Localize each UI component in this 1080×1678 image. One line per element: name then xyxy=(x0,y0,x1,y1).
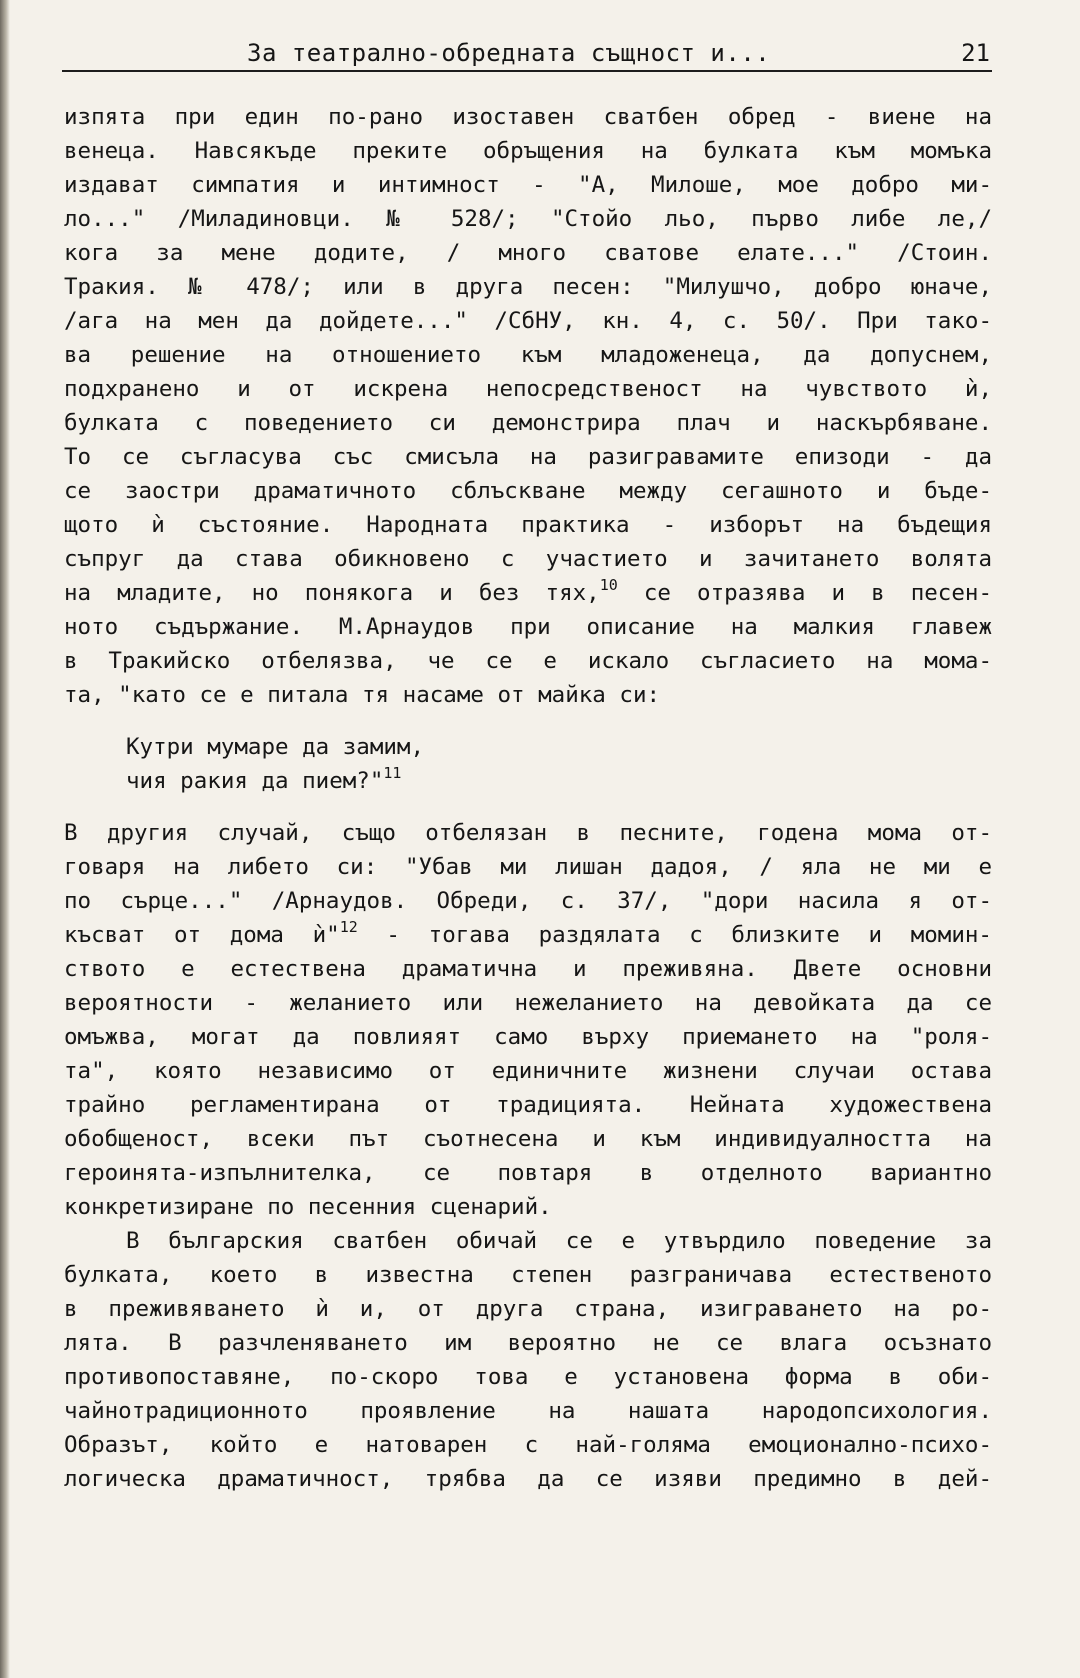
paragraph-1 xyxy=(64,100,992,712)
text-line: В другия случай, също отбелязан в песните, годена мома от- xyxy=(64,820,992,846)
text-line: булката, което в известна степен разграничава естественото xyxy=(64,1262,992,1288)
text-line: кога за мене додите, / много сватове елате..." /Стоин. xyxy=(64,240,992,266)
text-segment: - тогава раздялата с близките и момин- xyxy=(357,922,992,948)
footnote-marker: 10 xyxy=(599,576,618,594)
verse-quote xyxy=(64,730,992,798)
text-line: вероятности - желанието или нежеланието на девойката да се xyxy=(64,990,992,1016)
paragraph-3 xyxy=(64,1224,992,1496)
header-title: За театрално-обредната същност и... xyxy=(247,39,771,67)
text-line: /ага на мен да дойдете..." /СбНУ, кн. 4, с. 50/. При тако- xyxy=(64,308,992,334)
text-line: ло..." /Миладиновци. № 528/; "Стойо льо, първо либе ле,/ xyxy=(64,206,992,232)
text-line: трайно регламентирана от традицията. Нейната художествена xyxy=(64,1092,992,1118)
text-line: в преживяването ѝ и, от друга страна, изиграването на ро- xyxy=(64,1296,992,1322)
text-segment: на младите, но понякога и без тях, xyxy=(64,580,600,606)
text-line: В българския сватбен обичай се е утвърдило поведение за xyxy=(126,1228,992,1254)
text-line: логическа драматичност, трябва да се изяви предимно в дей- xyxy=(64,1466,992,1492)
text-line: булката с поведението си демонстрира плач и наскърбяване. xyxy=(64,410,992,436)
text-line: съпруг да става обикновено с участието и зачитането волята xyxy=(64,546,992,572)
text-line-with-footnote xyxy=(64,576,992,610)
text-line: конкретизиране по песенния сценарий. xyxy=(64,1194,552,1220)
body-text xyxy=(64,100,992,1496)
footnote-marker: 11 xyxy=(383,764,402,782)
text-line: героинята-изпълнителка, се повтаря в отделното вариантно xyxy=(64,1160,992,1186)
text-line: ното съдържание. М.Арнаудов при описание на малкия главеж xyxy=(64,614,992,640)
text-segment: се отразява и в песен- xyxy=(617,580,992,606)
spacer xyxy=(64,798,992,816)
verse-line xyxy=(126,764,992,798)
text-line: издават симпатия и интимност - "А, Милоше, мое добро ми- xyxy=(64,172,992,198)
footnote-marker: 12 xyxy=(339,918,358,936)
text-line: Образът, който е натоварен с най-голяма емоционално-психо- xyxy=(64,1432,992,1458)
text-segment: късват от дома ѝ" xyxy=(64,922,340,948)
text-line: щото ѝ състояние. Народната практика - изборът на бъдещия xyxy=(64,512,992,538)
text-line: омъжва, могат да повлияят само върху приемането на "роля- xyxy=(64,1024,992,1050)
text-line: та, "като се е питала тя насаме от майка си: xyxy=(64,682,661,708)
text-line: та", която независимо от единичните жизнени случаи остава xyxy=(64,1058,992,1084)
text-line: по сърце..." /Арнаудов. Обреди, с. 37/, "дори насила я от- xyxy=(64,888,992,914)
running-header xyxy=(62,34,992,72)
text-line: ва решение на отношението към младоженеца, да допуснем, xyxy=(64,342,992,368)
text-line: говаря на либето си: "Убав ми лишан дадоя, / яла не ми е xyxy=(64,854,992,880)
text-line: обобщеност, всеки път съотнесена и към индивидуалността на xyxy=(64,1126,992,1152)
paragraph-2 xyxy=(64,816,992,1224)
text-line: То се съгласува със смисъла на разигравамите епизоди - да xyxy=(64,444,992,470)
page-edge xyxy=(0,0,10,1678)
verse-line: Кутри мумаре да замим, xyxy=(126,734,425,760)
text-line: в Тракийско отбелязва, че се е искало съгласието на мома- xyxy=(64,648,992,674)
text-line: подхранено и от искрена непосредственост на чувството ѝ, xyxy=(64,376,992,402)
page-number: 21 xyxy=(961,39,990,67)
text-segment: чия ракия да пием?" xyxy=(126,768,384,794)
text-line: лята. В разчленяването им вероятно не се влага осъзнато xyxy=(64,1330,992,1356)
text-line: противопоставяне, по-скоро това е установена форма в оби- xyxy=(64,1364,992,1390)
text-line: ството е естествена драматична и преживяна. Двете основни xyxy=(64,956,992,982)
text-line: изпята при един по-рано изоставен сватбен обред - виене на xyxy=(64,104,992,130)
text-line-with-footnote xyxy=(64,918,992,952)
text-line: чайнотрадиционното проявление на нашата народопсихология. xyxy=(64,1398,992,1424)
spacer xyxy=(64,712,992,730)
text-line: Тракия. № 478/; или в друга песен: "Милушчо, добро юначе, xyxy=(64,274,992,300)
text-line: се заостри драматичното сблъскване между сегашното и бъде- xyxy=(64,478,992,504)
text-line: венеца. Навсякъде преките обръщения на булката към момъка xyxy=(64,138,992,164)
